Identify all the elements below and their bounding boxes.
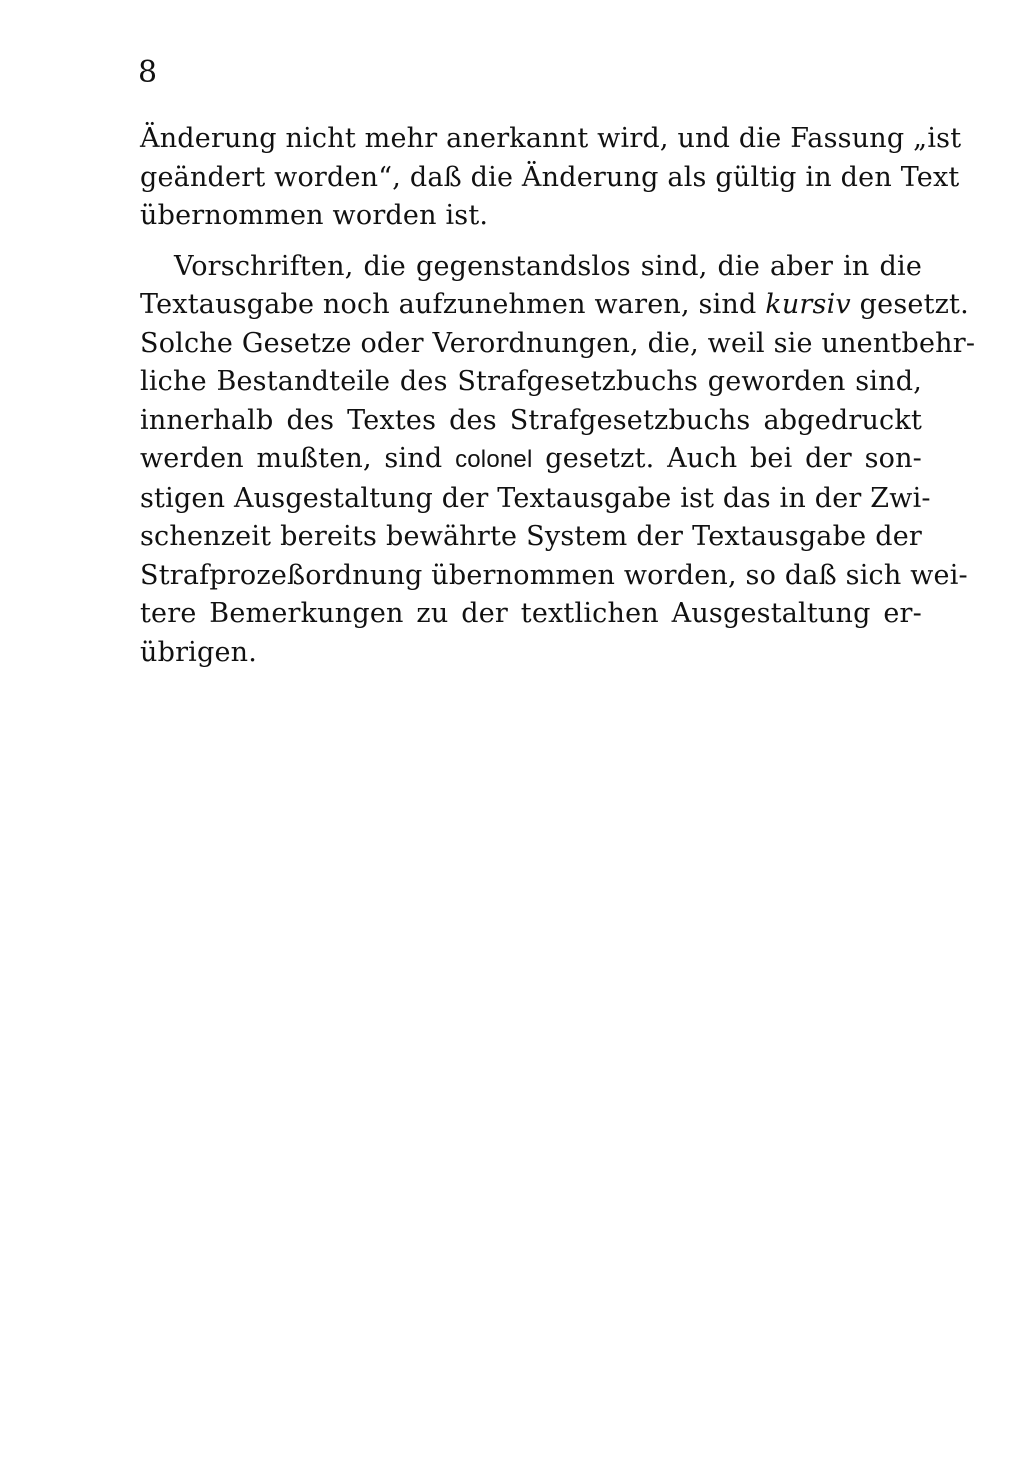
text-line: Vorschriften, die gegenstandslos sind, die aber in die [174, 250, 922, 282]
text-line [140, 286, 969, 325]
text-segment: gesetzt. Auch bei der son- [532, 443, 922, 474]
text-line: tere Bemerkungen zu der textlichen Ausgestaltung er- [140, 598, 922, 629]
text-line: geändert worden“, daß die Änderung als gültig in den Text [140, 161, 960, 193]
page-number: 8 [138, 55, 158, 90]
colonel-word: colonel [455, 446, 533, 473]
text-segment: werden mußten, sind [140, 443, 456, 474]
text-line: innerhalb des Textes des Strafgesetzbuchs abgedruckt [140, 404, 922, 436]
paragraph-gap [140, 236, 922, 248]
text-line: übernommen worden ist. [140, 200, 489, 231]
text-line: schenzeit bereits bewährte System der Textausgabe der [140, 521, 922, 552]
italic-word: kursiv [765, 289, 851, 320]
text-line: Änderung nicht mehr anerkannt wird, und die Fassung „ist [140, 123, 962, 154]
text-line: liche Bestandteile des Strafgesetzbuchs geworden sind, [140, 366, 922, 397]
text-block [140, 120, 976, 672]
text-line [140, 440, 922, 480]
text-line: Solche Gesetze oder Verordnungen, die, weil sie unentbehr- [140, 327, 976, 359]
text-line: stigen Ausgestaltung der Textausgabe ist das in der Zwi- [140, 482, 931, 514]
text-line: Strafprozeßordnung übernommen worden, so daß sich wei- [140, 559, 968, 591]
text-line: übrigen. [140, 636, 258, 668]
paragraph-1 [140, 120, 962, 236]
text-segment: Textausgabe noch aufzunehmen waren, sind [140, 289, 766, 320]
text-segment: gesetzt. [850, 289, 969, 320]
paragraph-2 [140, 248, 976, 673]
